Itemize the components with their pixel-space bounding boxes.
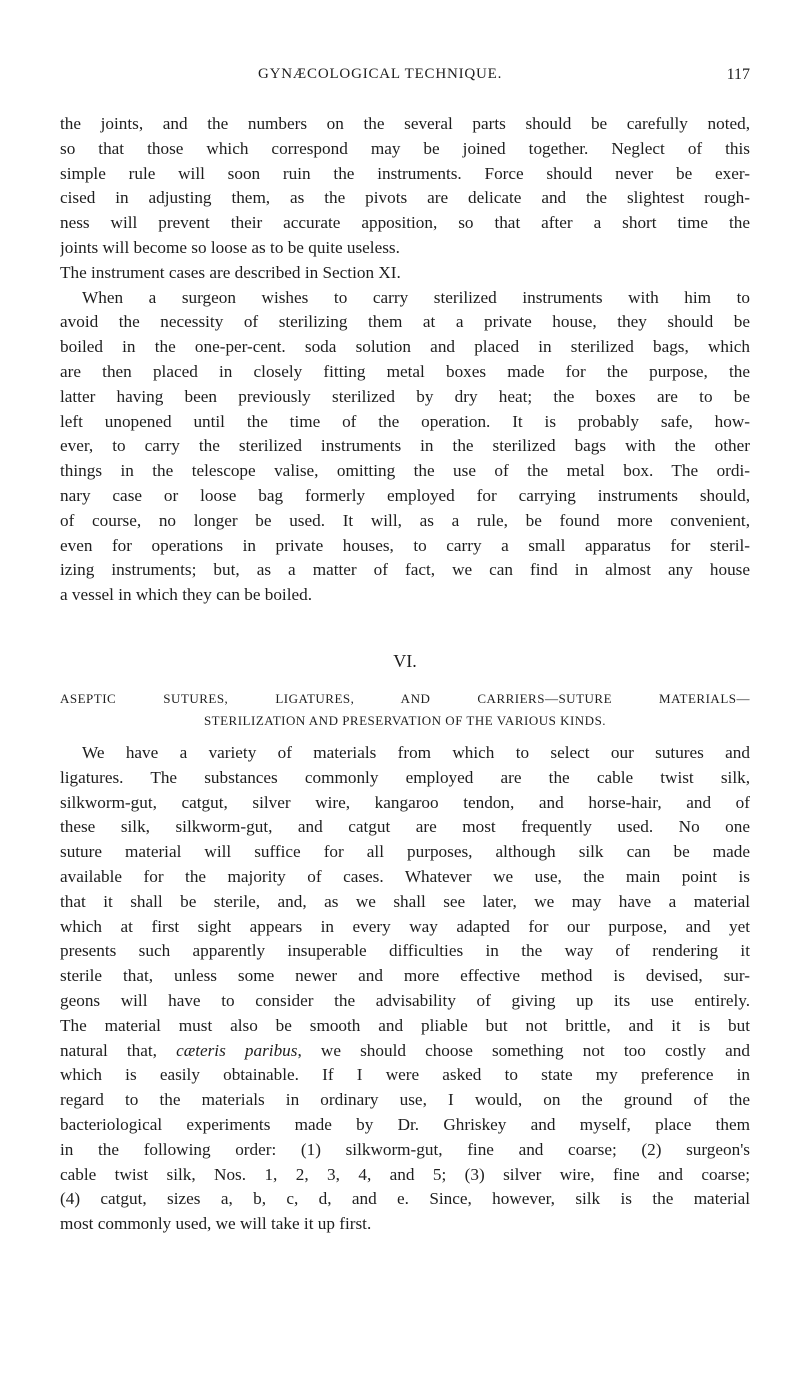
text-line: boiled in the one-per-cent. soda solution and placed in sterilized bags, which (60, 337, 750, 357)
text-line: the joints, and the numbers on the several parts should be carefully noted, (60, 114, 750, 133)
text-line: ever, to carry the sterilized instruments in the sterilized bags with the other (60, 436, 750, 456)
instrument-cases-line: The instrument cases are described in Section XI. (60, 262, 401, 282)
text-line: a vessel in which they can be boiled. (60, 585, 313, 605)
text-line: When a surgeon wishes to carry sterilized instruments with him to (82, 287, 750, 307)
text-line: izing instruments; but, as a matter of fact, we can find in almost any house (60, 560, 750, 580)
running-title: GYNÆCOLOGICAL TECHNIQUE. (258, 66, 503, 82)
text-line: (4) catgut, sizes a, b, c, d, and e. Since, however, silk is the material (60, 1189, 750, 1209)
text-line: are then placed in closely fitting metal boxes made for the purpose, the (60, 361, 750, 381)
section-subheading: STERILIZATION AND PRESERVATION OF THE VARIOUS KINDS. (203, 713, 607, 728)
text-line: presents such apparently insuperable difficulties in the way of rendering it (60, 941, 750, 961)
text-line: joints will become so loose as to be quite useless. (60, 237, 400, 257)
book-page (60, 0, 750, 1390)
text-line: cable twist silk, Nos. 1, 2, 3, 4, and 5; (3) silver wire, fine and coarse; (60, 1164, 750, 1184)
text-line: of course, no longer be used. It will, as a rule, be found more convenient, (60, 510, 750, 530)
text-line: nary case or loose bag formerly employed for carrying instruments should, (60, 485, 750, 505)
paragraph-instrument-joints (60, 112, 750, 286)
text-line: silkworm-gut, catgut, silver wire, kangaroo tendon, and horse-hair, and of (60, 792, 750, 812)
text-line: bacteriological experiments made by Dr. Ghriskey and myself, place them (60, 1114, 750, 1134)
paragraph-carrying-sterilized-instruments (60, 286, 750, 608)
text-line: avoid the necessity of sterilizing them at a private house, they should be (60, 312, 750, 332)
text-line: sterile that, unless some newer and more effective method is devised, sur- (60, 966, 750, 986)
text-line: that it shall be sterile, and, as we shall see later, we may have a material (60, 891, 750, 911)
text-run: natural that, (60, 1040, 177, 1060)
text-line: cised in adjusting them, as the pivots are delicate and the slightest rough- (60, 188, 750, 208)
text-line: The material must also be smooth and pliable but not brittle, and it is but (60, 1015, 750, 1035)
text-line: We have a variety of materials from which to select our sutures and (82, 743, 750, 762)
italic-phrase: cæteris paribus (176, 1040, 298, 1060)
page-number: 117 (726, 66, 750, 83)
text-line: simple rule will soon ruin the instruments. Force should never be exer- (60, 163, 750, 183)
paragraph-suture-materials (60, 741, 750, 1237)
text-line-with-italic (60, 1039, 750, 1064)
text-line: latter having been previously sterilized by dry heat; the boxes are to be (60, 386, 750, 406)
text-line: regard to the materials in ordinary use, I would, on the ground of the (60, 1090, 750, 1110)
text-line: suture material will suffice for all purposes, although silk can be made (60, 842, 750, 862)
running-header (60, 66, 750, 90)
text-line: things in the telescope valise, omitting the use of the metal box. The ordi- (60, 461, 750, 481)
text-line: available for the majority of cases. Whatever we use, the main point is (60, 866, 750, 886)
text-line: these silk, silkworm-gut, and catgut are most frequently used. No one (60, 817, 750, 837)
text-line: even for operations in private houses, to carry a small apparatus for steril- (60, 535, 750, 555)
text-line: ligatures. The substances commonly employed are the cable twist silk, (60, 767, 750, 787)
text-line: left unopened until the time of the operation. It is probably safe, how- (60, 411, 750, 431)
section-heading: ASEPTIC SUTURES, LIGATURES, AND CARRIERS—SUTURE MATERIALS— (60, 691, 750, 706)
text-line: geons will have to consider the advisability of giving up its use entirely. (60, 990, 750, 1010)
text-line: which at first sight appears in every way adapted for our purpose, and yet (60, 916, 750, 936)
text-line: ness will prevent their accurate apposition, so that after a short time the (60, 213, 750, 233)
text-line: which is easily obtainable. If I were asked to state my preference in (60, 1065, 750, 1085)
text-run: , we should choose something not too costly and (297, 1040, 750, 1060)
section-number: VI. (393, 651, 417, 671)
text-line: in the following order: (1) silkworm-gut, fine and coarse; (2) surgeon's (60, 1139, 750, 1159)
text-line: most commonly used, we will take it up first. (60, 1214, 372, 1234)
text-line: so that those which correspond may be joined together. Neglect of this (60, 138, 750, 158)
